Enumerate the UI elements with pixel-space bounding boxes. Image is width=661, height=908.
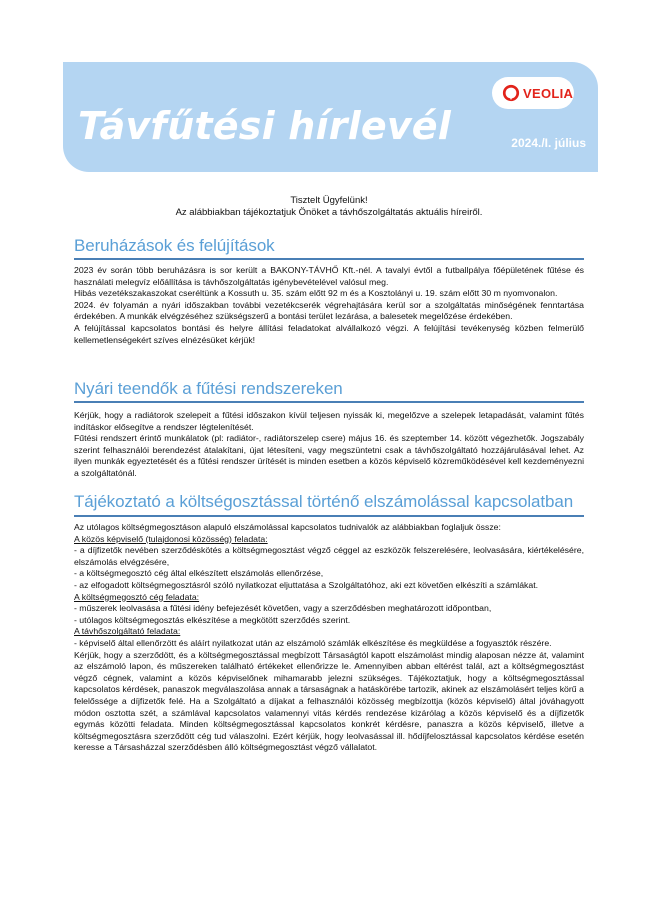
section-rule bbox=[74, 258, 584, 260]
paragraph: Az utólagos költségmegosztáson alapuló elszámolással kapcsolatos tudnivalók az alábbiakban foglaljuk össze: bbox=[74, 522, 501, 532]
paragraph: Kérjük, hogy a szerződött, és a költségmegosztással megbízott Társaságtól kapott elszámolást mindig alaposan nézze át, valamint az elszámoló lapon, és műszereken található értékeket ellenőrizze le. Amennyiben abban eltérést talál, azt a költségmegosztást végző cégnek, valamint a közös képviselőnek mihamarabb jelezni szükséges. Tájékoztatjuk, hogy a költségmegosztással kapcsolatos kérdések, panaszok megválaszolása annak a társaságnak a hatáskörébe tartozik, akinek az elszámolásért teljes körű a felelőssége a díjfizetők felé. Ha a Szolgáltató a díjakat a felhasználói közösség megbízottja (közös képviselő) által jóváhagyott módon osztotta szét, a számlával kapcsolatos valamennyi vitás kérdés rendezése kizárólag a közös képviselő és a díjfizetők egymás közötti feladata. Minden költségmegosztással kapcsolatos konkrét kérdésre, panaszra a közös képviselő, illetve a költségmegosztásra szerződött cég tud válaszolni. Ezért kérjük, hogy leolvasással ill. hődíjfelosztással kapcsolatos kérdése esetén keresse a Társasházzal szerződésben álló költségmegosztást végző vállalatot. bbox=[74, 649, 584, 753]
list-item: - műszerek leolvasása a fűtési idény befejezését követően, vagy a szerződésben meghatározott időpontban, bbox=[74, 603, 492, 614]
list-item: - a költségmegosztó cég által elkészített elszámolás ellenőrzése, bbox=[74, 568, 324, 579]
paragraph: A felújítással kapcsolatos bontási és helyre állítási feladatokat alvállalkozó végzi. A felújítási tevékenység közben felmerülő kellemetlenségekért szíves elnézésüket kérjük! bbox=[74, 322, 584, 345]
section-rule bbox=[74, 515, 584, 517]
paragraph: Kérjük, hogy a radiátorok szelepeit a fűtési időszakon kívül teljesen nyissák ki, megelőzve a szelepek letapadását, valamint fűtés indításkor elősegítve a rendszer légtelenítését. bbox=[74, 410, 584, 432]
subheading-representative: A közös képviselő (tulajdonosi közösség) feladata: bbox=[74, 533, 268, 544]
subheading-cost-company: A költségmegosztó cég feladata: bbox=[74, 591, 200, 602]
greeting-line-1: Tisztelt Ügyfelünk! bbox=[290, 195, 368, 206]
paragraph: Hibás vezetékszakaszokat cseréltünk a Kossuth u. 35. szám előtt 92 m és a Kosztolányi u. 19. szám előtt 30 m nyomvonalon. bbox=[74, 288, 558, 299]
section-title-summer-tasks: Nyári teendők a fűtési rendszereken bbox=[74, 379, 343, 398]
section-rule bbox=[74, 401, 584, 403]
veolia-logo-icon bbox=[502, 84, 520, 102]
section-body-investments bbox=[74, 265, 584, 346]
subheading-provider: A távhőszolgáltató feladata: bbox=[74, 626, 181, 637]
paragraph: 2024. év folyamán a nyári időszakban további vezetékcserék végrehajtására kerül sor a szolgáltatás minőségének fenntartása érdekében. A munkák elvégzéséhez szükségszerű a bontási terület lezárása, a balesetek megelőzése érdekében. bbox=[74, 299, 584, 322]
section-title-cost-allocation: Tájékoztató a költségosztással történő elszámolással kapcsolatban bbox=[74, 492, 574, 511]
veolia-logo bbox=[492, 77, 574, 109]
list-item: - utólagos költségmegosztás elkészítése a megkötött szerződés szerint. bbox=[74, 614, 351, 625]
section-body-cost-allocation bbox=[74, 522, 584, 754]
greeting-line-2: Az alábbiakban tájékoztatjuk Önöket a távhőszolgáltatás aktuális híreiről. bbox=[175, 207, 483, 218]
issue-label: 2024./I. július bbox=[511, 136, 586, 150]
list-item: - a díjfizetők nevében szerződéskötés a költségmegosztást végző céggel az eszközök felszerelésére, leolvasására, kiértékelésére, elszámolás elvégzésére, bbox=[74, 545, 584, 567]
logo-text: VEOLIA bbox=[523, 85, 574, 101]
list-item: - képviselő által ellenőrzött és aláírt nyilatkozat után az elszámoló számlák elkészítése és megküldése a fogyasztók részére. bbox=[74, 637, 552, 648]
section-title-investments: Beruházások és felújítások bbox=[74, 236, 275, 255]
list-item: - az elfogadott költségmegosztásról szóló nyilatkozat eljuttatása a Szolgáltatóhoz, aki ezt követően elkészíti a számlákat. bbox=[74, 579, 539, 590]
paragraph: 2023 év során több beruházásra is sor került a BAKONY-TÁVHŐ Kft.-nél. A tavalyi évtől a futballpálya főépületének fűtése és használati melegvíz előállítása is távhőszolgáltatás igénybevételével valósul meg. bbox=[74, 265, 584, 287]
newsletter-title: Távfűtési hírlevél bbox=[78, 104, 452, 148]
section-body-summer-tasks bbox=[74, 410, 584, 480]
paragraph: Fűtési rendszert érintő munkálatok (pl: radiátor-, radiátorszelep csere) május 16. és szeptember 14. között végezhetők. Jogszabály szerint felhasználói berendezést átalakítani, újat létesíteni, vagy megszüntetni csak a távhőszolgáltató hozzájárulásával lehet. Az ilyen munkák egyeztetését és a fűtési rendszer ürítését is minden esetben a közös képviselő közreműködésével kell kezdeményezni a szolgáltatónál. bbox=[74, 433, 584, 478]
